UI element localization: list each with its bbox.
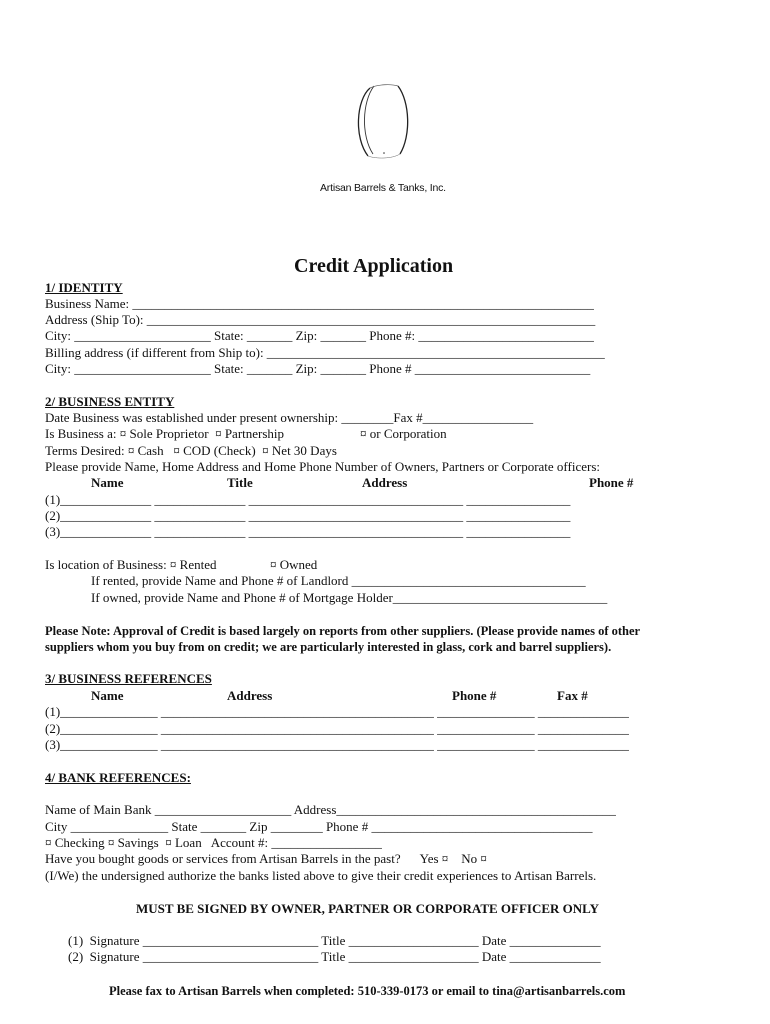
section-heading-business-entity: 2/ BUSINESS ENTITY: [45, 394, 175, 409]
please-note-line-2: suppliers whom you buy from on credit; we are particularly interested in glass, cork and barrel suppliers).: [45, 640, 612, 654]
signature-line-2[interactable]: (2) Signature ___________________________ Title ____________________ Date ______________: [68, 949, 601, 964]
owner-row-3[interactable]: (3)______________ ______________ _________________________________ ________________: [45, 524, 571, 539]
mortgage-holder-field[interactable]: If owned, provide Name and Phone # of Mortgage Holder_________________________________: [91, 590, 608, 605]
owners-instructions: Please provide Name, Home Address and Home Phone Number of Owners, Partners or Corporate officers:: [45, 459, 601, 474]
business-type-options[interactable]: Is Business a: ¤ Sole Proprietor ¤ Partnership: [45, 426, 285, 441]
reference-row-1[interactable]: (1)_______________ __________________________________________ _______________ ______________: [45, 704, 629, 719]
billing-address-field[interactable]: Billing address (if different from Ship to): ____________________________________________________: [45, 345, 605, 360]
footer-contact-text: Please fax to Artisan Barrels when completed: 510-339-0173 or email to tina@artisanbarrels.com: [109, 984, 626, 998]
bank-authorization-text: (I/We) the undersigned authorize the banks listed above to give their credit experiences to Artisan Barrels.: [45, 868, 597, 883]
reference-row-3[interactable]: (3)_______________ __________________________________________ _______________ ______________: [45, 737, 629, 752]
location-owned-option[interactable]: ¤ Owned: [270, 557, 318, 572]
owners-col-address: Address: [362, 475, 408, 490]
bank-city-state-zip-phone-field[interactable]: City _______________ State _______ Zip ________ Phone # __________________________________: [45, 819, 593, 834]
section-heading-business-references: 3/ BUSINESS REFERENCES: [45, 671, 212, 686]
owners-col-title: Title: [227, 475, 253, 490]
account-type-options[interactable]: ¤ Checking ¤ Savings ¤ Loan Account #: _________________: [45, 835, 382, 850]
owner-row-1[interactable]: (1)______________ ______________ _________________________________ ________________: [45, 492, 571, 507]
past-purchases-question[interactable]: Have you bought goods or services from Artisan Barrels in the past? Yes ¤ No ¤: [45, 851, 487, 866]
must-sign-notice: MUST BE SIGNED BY OWNER, PARTNER OR CORPORATE OFFICER ONLY: [136, 901, 600, 916]
owners-col-name: Name: [91, 475, 124, 490]
date-established-fax-field[interactable]: Date Business was established under present ownership: ________Fax #_________________: [45, 410, 534, 425]
owners-col-phone: Phone #: [589, 475, 634, 490]
terms-desired-options[interactable]: Terms Desired: ¤ Cash ¤ COD (Check) ¤ Net 30 Days: [45, 443, 337, 458]
section-heading-identity: 1/ IDENTITY: [45, 280, 123, 295]
ship-to-address-field[interactable]: Address (Ship To): _____________________________________________________________________: [45, 312, 596, 327]
barrel-logo-icon: [348, 80, 422, 162]
reference-row-2[interactable]: (2)_______________ __________________________________________ _______________ ______________: [45, 721, 629, 736]
corporation-option[interactable]: ¤ or Corporation: [360, 426, 447, 441]
refs-col-name: Name: [91, 688, 124, 703]
location-rented-option[interactable]: Is location of Business: ¤ Rented: [45, 557, 217, 572]
billing-city-state-zip-phone-field[interactable]: City: _____________________ State: _______ Zip: _______ Phone # ___________________________: [45, 361, 591, 376]
refs-col-fax: Fax #: [557, 688, 588, 703]
landlord-field[interactable]: If rented, provide Name and Phone # of Landlord ____________________________________: [91, 573, 586, 588]
page-title: Credit Application: [294, 255, 454, 277]
bank-name-address-field[interactable]: Name of Main Bank _____________________ Address___________________________________________: [45, 802, 616, 817]
refs-col-address: Address: [227, 688, 273, 703]
section-heading-bank-references: 4/ BANK REFERENCES:: [45, 770, 191, 785]
refs-col-phone: Phone #: [452, 688, 497, 703]
company-name: Artisan Barrels & Tanks, Inc.: [320, 182, 446, 194]
signature-line-1[interactable]: (1) Signature ___________________________ Title ____________________ Date ______________: [68, 933, 601, 948]
city-state-zip-phone-field[interactable]: City: _____________________ State: _______ Zip: _______ Phone #: ___________________________: [45, 328, 594, 343]
please-note-line-1: Please Note: Approval of Credit is based largely on reports from other suppliers. (Please provide names of other: [45, 624, 641, 638]
business-name-field[interactable]: Business Name: _______________________________________________________________________: [45, 296, 594, 311]
owner-row-2[interactable]: (2)______________ ______________ _________________________________ ________________: [45, 508, 571, 523]
